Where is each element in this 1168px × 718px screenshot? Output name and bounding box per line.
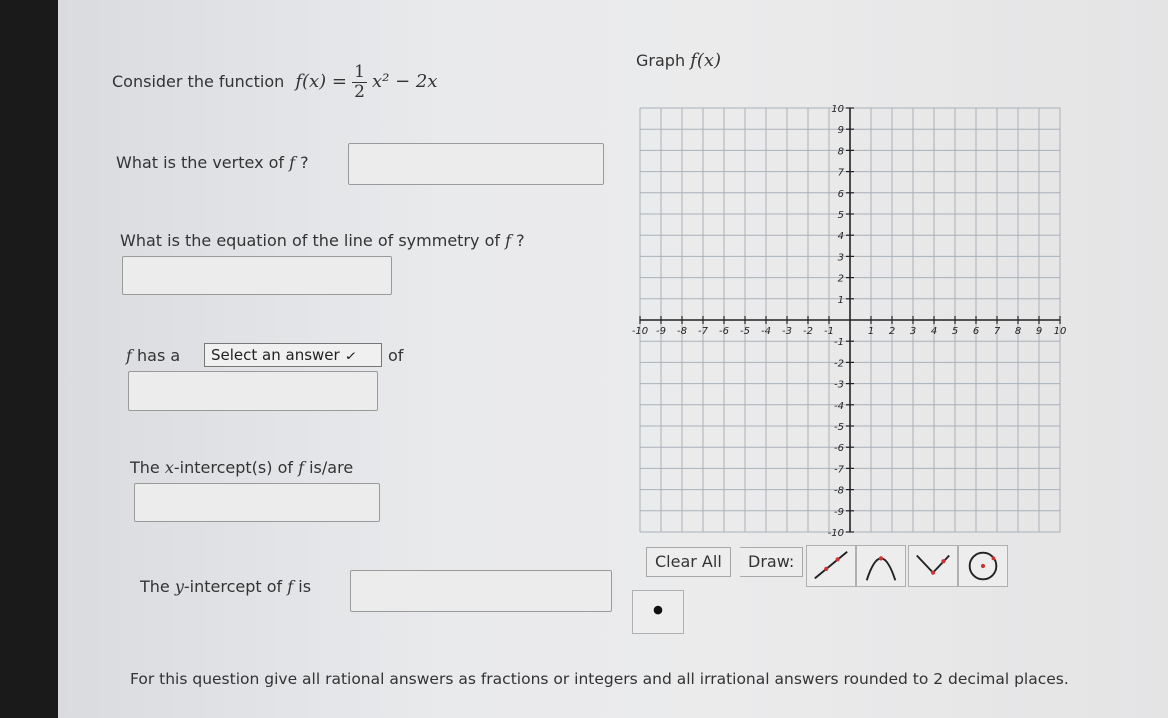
absolute-value-icon[interactable] xyxy=(908,545,958,587)
x-tick-label: -1 xyxy=(824,326,834,337)
vertex-question: What is the vertex of f ? xyxy=(116,153,309,172)
y-tick-label: 3 xyxy=(837,252,844,264)
question-page xyxy=(58,0,1168,718)
y-tick-label: -5 xyxy=(834,422,844,433)
function-rest: x² − 2x xyxy=(372,71,438,92)
y-tick-label: 8 xyxy=(837,146,844,158)
y-intercept-input[interactable] xyxy=(350,570,612,612)
y-tick-label: -1 xyxy=(834,337,844,349)
y-tick-label: 5 xyxy=(837,210,844,221)
x-tick-label: 7 xyxy=(993,326,1001,337)
y-tick-label: -9 xyxy=(834,506,844,518)
vertex-input[interactable] xyxy=(348,143,604,185)
intro-text: Consider the function xyxy=(112,72,285,91)
x-tick-label: -2 xyxy=(803,326,813,337)
extremum-select[interactable]: Select an answer ✓ xyxy=(204,343,382,367)
function-fraction: $\frac{1}{2}$ xyxy=(354,62,365,102)
y-tick-label: 7 xyxy=(837,167,844,179)
draw-label: Draw: xyxy=(740,547,803,577)
x-tick-label: 5 xyxy=(951,326,959,337)
has-a-question: f has a xyxy=(126,346,181,365)
x-tick-label: -8 xyxy=(677,326,687,337)
x-intercept-input[interactable] xyxy=(134,483,380,522)
x-tick-label: 1 xyxy=(867,326,875,337)
symmetry-question: What is the equation of the line of symmetry of f ? xyxy=(120,231,525,250)
circle-icon[interactable] xyxy=(958,545,1008,587)
extremum-input[interactable] xyxy=(128,371,378,411)
parabola-down-icon[interactable] xyxy=(856,545,906,587)
x-tick-label: -7 xyxy=(698,326,708,337)
y-tick-label: -4 xyxy=(834,400,844,412)
clear-all-button[interactable]: Clear All xyxy=(646,547,731,577)
graph-title: Graph f(x) xyxy=(636,50,722,71)
y-tick-label: -3 xyxy=(834,379,844,391)
footer-note: For this question give all rational answers as fractions or integers and all irrational answers rounded to 2 decimal places. xyxy=(130,670,1069,688)
x-tick-label: 2 xyxy=(888,326,896,337)
x-tick-label: -3 xyxy=(782,326,792,337)
y-tick-label: -6 xyxy=(834,443,844,455)
y-tick-label: 4 xyxy=(837,231,844,243)
of-label: of xyxy=(388,346,404,365)
x-tick-label: -10 xyxy=(631,326,649,337)
y-tick-label: -10 xyxy=(827,528,844,539)
y-tick-label: 6 xyxy=(837,188,844,200)
point-icon[interactable] xyxy=(632,590,684,634)
x-intercept-question: The x-intercept(s) of f is/are xyxy=(130,458,354,477)
line-segment-icon[interactable] xyxy=(806,545,856,587)
y-intercept-question: The y-intercept of f is xyxy=(140,577,312,596)
y-tick-label: 9 xyxy=(837,125,844,137)
graph-canvas[interactable] xyxy=(616,98,1084,546)
function-lhs: f(x) = xyxy=(295,71,348,92)
x-tick-label: -9 xyxy=(656,326,666,337)
symmetry-input[interactable] xyxy=(122,256,392,295)
y-tick-label: -7 xyxy=(834,464,844,476)
y-tick-label: -8 xyxy=(834,485,844,497)
x-tick-label: 10 xyxy=(1053,326,1067,337)
function-statement xyxy=(112,64,438,101)
y-tick-label: 1 xyxy=(837,294,844,306)
x-tick-label: -5 xyxy=(740,326,750,337)
x-tick-label: -6 xyxy=(719,326,729,337)
chevron-down-icon: ✓ xyxy=(344,349,358,363)
x-tick-label: 9 xyxy=(1035,326,1043,337)
x-tick-label: 8 xyxy=(1014,326,1022,337)
y-tick-label: 2 xyxy=(837,273,844,285)
y-tick-label: 10 xyxy=(831,104,844,115)
x-tick-label: -4 xyxy=(761,326,771,337)
x-tick-label: 4 xyxy=(930,326,938,337)
x-tick-label: 3 xyxy=(909,326,917,337)
x-tick-label: 6 xyxy=(972,326,980,337)
y-tick-label: -2 xyxy=(834,358,844,370)
